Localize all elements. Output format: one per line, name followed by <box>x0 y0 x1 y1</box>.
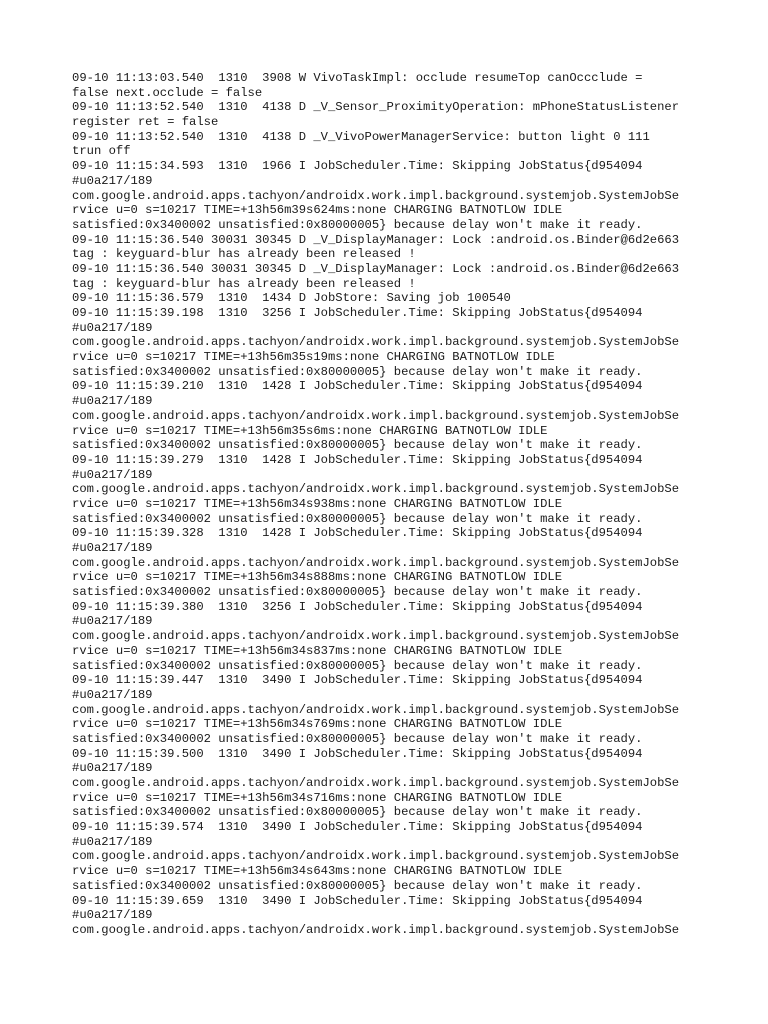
log-line: rvice u=0 s=10217 TIME=+13h56m35s19ms:none CHARGING BATNOTLOW IDLE <box>72 350 555 365</box>
log-line: com.google.android.apps.tachyon/androidx.work.impl.background.systemjob.SystemJobSe <box>72 922 680 937</box>
log-line: #u0a217/189 <box>72 761 153 776</box>
log-line: 09-10 11:15:39.500 1310 3490 I JobScheduler.Time: Skipping JobStatus{d954094 <box>72 746 643 761</box>
log-line: com.google.android.apps.tachyon/androidx.work.impl.background.systemjob.SystemJobSe <box>72 188 680 203</box>
log-line: register ret = false <box>72 115 219 130</box>
log-line: #u0a217/189 <box>72 320 153 335</box>
log-line: rvice u=0 s=10217 TIME=+13h56m34s888ms:none CHARGING BATNOTLOW IDLE <box>72 570 563 585</box>
log-line: rvice u=0 s=10217 TIME=+13h56m34s837ms:none CHARGING BATNOTLOW IDLE <box>72 643 563 658</box>
log-line: com.google.android.apps.tachyon/androidx.work.impl.background.systemjob.SystemJobSe <box>72 702 680 717</box>
log-line: #u0a217/189 <box>72 394 153 409</box>
log-text-body <box>72 71 679 938</box>
log-line: satisfied:0x3400002 unsatisfied:0x80000005} because delay won't make it ready. <box>72 438 643 453</box>
log-line: #u0a217/189 <box>72 687 153 702</box>
log-line: satisfied:0x3400002 unsatisfied:0x80000005} because delay won't make it ready. <box>72 731 643 746</box>
log-line: false next.occlude = false <box>72 85 263 100</box>
log-line: 09-10 11:15:39.574 1310 3490 I JobScheduler.Time: Skipping JobStatus{d954094 <box>72 820 643 835</box>
log-line: rvice u=0 s=10217 TIME=+13h56m34s716ms:none CHARGING BATNOTLOW IDLE <box>72 790 563 805</box>
log-line: 09-10 11:15:39.279 1310 1428 I JobScheduler.Time: Skipping JobStatus{d954094 <box>72 452 643 467</box>
log-line: 09-10 11:15:39.447 1310 3490 I JobScheduler.Time: Skipping JobStatus{d954094 <box>72 673 643 688</box>
log-line: satisfied:0x3400002 unsatisfied:0x80000005} because delay won't make it ready. <box>72 878 643 893</box>
log-line: tag : keyguard-blur has already been released ! <box>72 247 416 262</box>
log-line: com.google.android.apps.tachyon/androidx.work.impl.background.systemjob.SystemJobSe <box>72 629 680 644</box>
log-line: com.google.android.apps.tachyon/androidx.work.impl.background.systemjob.SystemJobSe <box>72 849 680 864</box>
log-line: 09-10 11:13:52.540 1310 4138 D _V_VivoPowerManagerService: button light 0 111 <box>72 129 650 144</box>
log-line: rvice u=0 s=10217 TIME=+13h56m39s624ms:none CHARGING BATNOTLOW IDLE <box>72 203 563 218</box>
log-line: satisfied:0x3400002 unsatisfied:0x80000005} because delay won't make it ready. <box>72 585 643 600</box>
log-line: 09-10 11:15:39.328 1310 1428 I JobScheduler.Time: Skipping JobStatus{d954094 <box>72 526 643 541</box>
log-line: rvice u=0 s=10217 TIME=+13h56m34s643ms:none CHARGING BATNOTLOW IDLE <box>72 864 563 879</box>
log-line: 09-10 11:15:34.593 1310 1966 I JobScheduler.Time: Skipping JobStatus{d954094 <box>72 159 643 174</box>
log-line: 09-10 11:15:39.380 1310 3256 I JobScheduler.Time: Skipping JobStatus{d954094 <box>72 599 643 614</box>
log-line: rvice u=0 s=10217 TIME=+13h56m34s938ms:none CHARGING BATNOTLOW IDLE <box>72 496 563 511</box>
log-line: #u0a217/189 <box>72 173 153 188</box>
log-line: satisfied:0x3400002 unsatisfied:0x80000005} because delay won't make it ready. <box>72 217 643 232</box>
log-line: com.google.android.apps.tachyon/androidx.work.impl.background.systemjob.SystemJobSe <box>72 408 680 423</box>
log-line: com.google.android.apps.tachyon/androidx.work.impl.background.systemjob.SystemJobSe <box>72 776 680 790</box>
log-line: com.google.android.apps.tachyon/androidx.work.impl.background.systemjob.SystemJobSe <box>72 482 680 497</box>
log-line: #u0a217/189 <box>72 614 153 629</box>
log-line: 09-10 11:15:36.579 1310 1434 D JobStore: Saving job 100540 <box>72 291 511 306</box>
log-line: satisfied:0x3400002 unsatisfied:0x80000005} because delay won't make it ready. <box>72 511 643 526</box>
log-line: satisfied:0x3400002 unsatisfied:0x80000005} because delay won't make it ready. <box>72 364 643 379</box>
log-line: rvice u=0 s=10217 TIME=+13h56m34s769ms:none CHARGING BATNOTLOW IDLE <box>72 717 563 732</box>
log-line: 09-10 11:15:39.210 1310 1428 I JobScheduler.Time: Skipping JobStatus{d954094 <box>72 379 643 394</box>
log-line: 09-10 11:15:36.540 30031 30345 D _V_DisplayManager: Lock :android.os.Binder@6d2e663 <box>72 232 680 247</box>
log-line: satisfied:0x3400002 unsatisfied:0x80000005} because delay won't make it ready. <box>72 658 643 673</box>
log-line: trun off <box>72 144 131 159</box>
log-line: 09-10 11:13:03.540 1310 3908 W VivoTaskImpl: occlude resumeTop canOccclude = <box>72 71 643 85</box>
log-line: tag : keyguard-blur has already been released ! <box>72 276 416 291</box>
log-line: 09-10 11:15:39.659 1310 3490 I JobScheduler.Time: Skipping JobStatus{d954094 <box>72 893 643 908</box>
log-line: 09-10 11:13:52.540 1310 4138 D _V_Sensor_ProximityOperation: mPhoneStatusListener <box>72 100 680 115</box>
log-line: com.google.android.apps.tachyon/androidx.work.impl.background.systemjob.SystemJobSe <box>72 335 680 350</box>
log-line: #u0a217/189 <box>72 908 153 923</box>
log-line: #u0a217/189 <box>72 541 153 555</box>
log-line: 09-10 11:15:39.198 1310 3256 I JobScheduler.Time: Skipping JobStatus{d954094 <box>72 306 643 320</box>
log-line: rvice u=0 s=10217 TIME=+13h56m35s6ms:none CHARGING BATNOTLOW IDLE <box>72 423 548 438</box>
log-line: satisfied:0x3400002 unsatisfied:0x80000005} because delay won't make it ready. <box>72 805 643 820</box>
log-line: 09-10 11:15:36.540 30031 30345 D _V_DisplayManager: Lock :android.os.Binder@6d2e663 <box>72 261 680 276</box>
log-line: #u0a217/189 <box>72 467 153 482</box>
log-line: #u0a217/189 <box>72 834 153 849</box>
log-line: com.google.android.apps.tachyon/androidx.work.impl.background.systemjob.SystemJobSe <box>72 555 680 570</box>
